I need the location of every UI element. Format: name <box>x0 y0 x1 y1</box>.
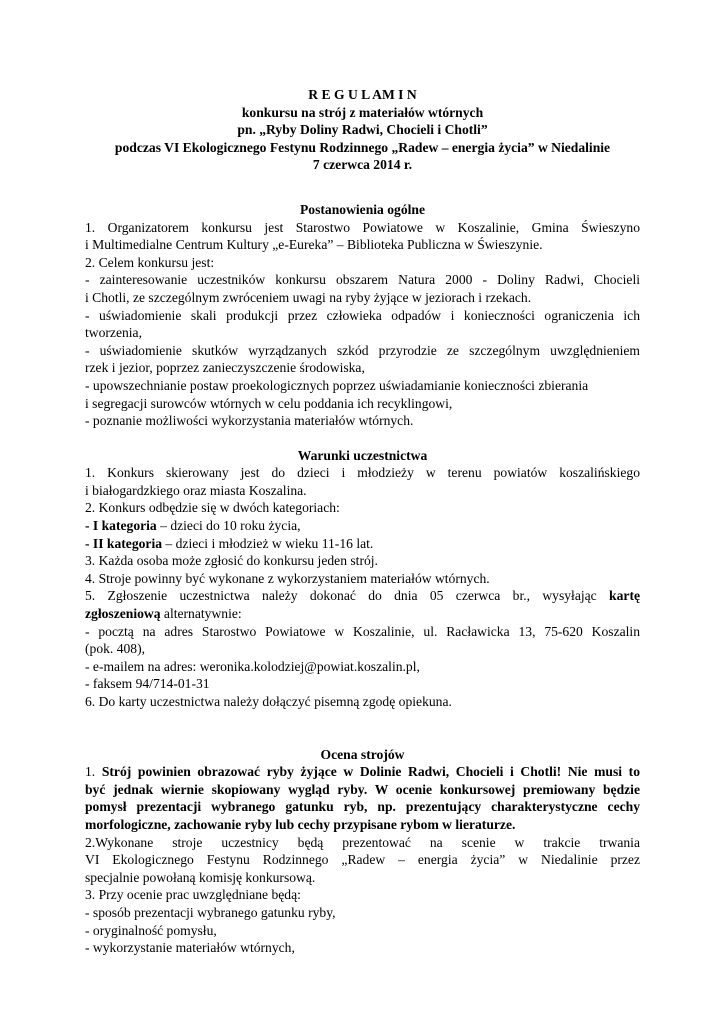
document-page <box>85 86 640 957</box>
goal-item-5: - poznanie możliwości wykorzystania materiałów wtórnych. <box>85 413 414 429</box>
rating-1-line3: pomysł prezentacji wybranego gatunku ryb, np. prezentujący charakterystyczne cechy <box>85 799 640 815</box>
category-2-desc: – dzieci i młodzież w wieku 11-16 lat. <box>162 535 374 551</box>
title-line-event: podczas VI Ekologicznego Festynu Rodzinnego „Radew – energia życia” w Niedalinie <box>114 139 611 155</box>
title-line-contest: konkursu na strój z materiałów wtórnych <box>241 104 484 120</box>
goal-item-2-line2: tworzenia, <box>85 325 142 341</box>
title-line-name: pn. „Ryby Doliny Radwi, Chocieli i Chotli” <box>237 122 488 138</box>
rating-1-line1 <box>85 763 640 781</box>
rating-criterion-1: - sposób prezentacji wybranego gatunku ryby, <box>85 904 336 920</box>
condition-1-line1: 1. Konkurs skierowany jest do dzieci i młodzieży w terenu powiatów koszalińskiego <box>85 465 640 481</box>
condition-1-line2: i białogardzkiego oraz miasta Koszalina. <box>85 482 307 498</box>
goal-item-1-line1: - zainteresowanie uczestników konkursu obszarem Natura 2000 - Doliny Radwi, Chocieli <box>85 272 640 288</box>
condition-5-card-bold: kartę <box>609 588 640 604</box>
rating-criterion-3: - wykorzystanie materiałów wtórnych, <box>85 940 295 956</box>
section-heading-rating: Ocena strojów <box>320 746 405 762</box>
rating-1-line4: morfologiczne, zachowanie ryby lub cechy przypisane rybom w lieraturze. <box>85 816 516 832</box>
condition-6: 6. Do karty uczestnictwa należy dołączyć pisemną zgodę opiekuna. <box>85 694 452 709</box>
goal-item-3-line1: - uświadomienie skutków wyrządzanych szkód przyrodzie ze szczególnym uwzględnieniem <box>85 342 640 358</box>
section-heading-general: Postanowienia ogólne <box>300 201 425 217</box>
rating-2-line2: VI Ekologicznego Festynu Rodzinnego „Radew – energia życia” w Niedalinie przez <box>85 852 640 868</box>
condition-5-email: - e-mailem na adres: weronika.kolodziej@powiat.koszalin.pl, <box>85 658 420 674</box>
condition-4: 4. Stroje powinny być wykonane z wykorzystaniem materiałów wtórnych. <box>85 570 490 586</box>
condition-5-line1 <box>85 587 640 605</box>
condition-5-text: 5. Zgłoszenie uczestnictwa należy dokonać do dnia 05 czerwca br., wysyłając <box>85 588 610 604</box>
section-conditions <box>85 447 640 711</box>
paragraph-organizer-line1: 1. Organizatorem konkursu jest Starostwo Powiatowe w Koszalinie, Gmina Świeszyno <box>85 219 640 235</box>
rating-1-line2: być jednak wiernie skopiowany wygląd ryby. W ocenie konkursowej premiowany będzie <box>85 781 640 797</box>
goal-item-3-line2: rzek i jezior, poprzez zanieczyszczenie środowiska, <box>85 360 365 376</box>
rating-1-text-1: Strój powinien obrazować ryby żyjące w Dolinie Radwi, Chocieli i Chotli! Nie musi to <box>101 764 640 780</box>
goal-item-2-line1: - uświadomienie skali produkcji przez człowieka odpadów i konieczności ograniczenia ich <box>85 307 640 323</box>
category-1-label: - I kategoria <box>85 518 157 534</box>
goal-item-4-line2: i segregacji surowców wtórnych w celu poddania ich recyklingowi, <box>85 395 453 411</box>
document-title <box>85 86 640 174</box>
section-heading-conditions: Warunki uczestnictwa <box>297 447 428 463</box>
condition-5-line2 <box>85 605 640 623</box>
category-2 <box>85 535 640 553</box>
section-general <box>85 201 640 430</box>
condition-5-post-line2: (pok. 408), <box>85 641 146 657</box>
rating-2-line3: specjalnie powołaną komisję konkursową. <box>85 869 316 885</box>
title-line-date: 7 czerwca 2014 r. <box>312 157 413 173</box>
category-1-desc: – dzieci do 10 roku życia, <box>156 518 301 534</box>
condition-5-post-line1: - pocztą na adres Starostwo Powiatowe w Koszalinie, ul. Racławicka 13, 75-620 Koszalin <box>85 623 640 639</box>
paragraph-organizer-line2: i Multimedialne Centrum Kultury „e-Eureka” – Biblioteka Publiczna w Świeszynie. <box>85 237 543 253</box>
title-line-regulamin: R E G U L AM I N <box>308 87 417 102</box>
category-2-label: - II kategoria <box>85 535 163 551</box>
rating-3-intro: 3. Przy ocenie prac uwzględniane będą: <box>85 887 301 903</box>
rating-1-number: 1. <box>85 764 102 780</box>
goal-item-1-line2: i Chotli, ze szczególnym zwróceniem uwagi na ryby żyjące w jeziorach i rzekach. <box>85 289 532 305</box>
condition-3: 3. Każda osoba może zgłosić do konkursu jeden strój. <box>85 553 378 569</box>
paragraph-goals-intro: 2. Celem konkursu jest: <box>85 254 215 270</box>
goal-item-4-line1: - upowszechnianie postaw proekologicznych poprzez uświadamianie konieczności zbierania <box>85 377 589 393</box>
condition-5-card-bold-2: zgłoszeniową <box>85 606 161 622</box>
rating-2-line1: 2.Wykonane stroje uczestnicy będą prezentować na scenie w trakcie trwania <box>85 834 640 850</box>
condition-5-fax: - faksem 94/714-01-31 <box>85 676 210 692</box>
category-1 <box>85 517 640 535</box>
condition-5-alt: alternatywnie: <box>160 606 242 622</box>
rating-criterion-2: - oryginalność pomysłu, <box>85 922 217 938</box>
section-rating <box>85 746 640 957</box>
condition-2: 2. Konkurs odbędzie się w dwóch kategoriach: <box>85 500 340 516</box>
